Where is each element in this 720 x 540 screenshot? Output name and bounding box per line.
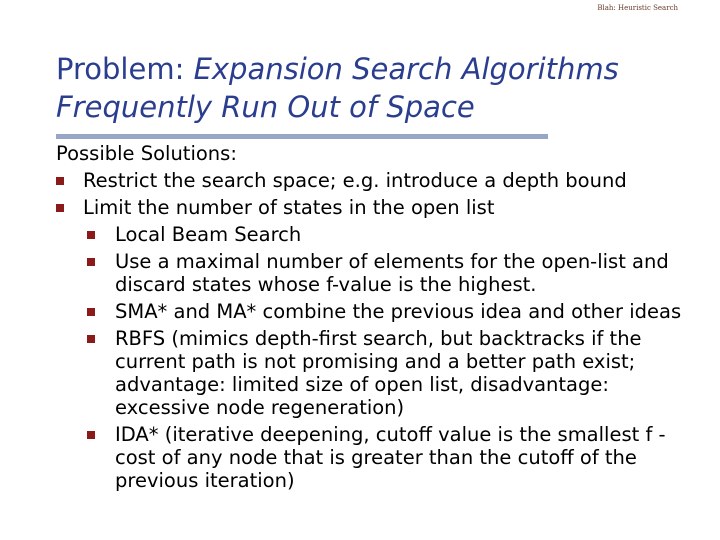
sub-list-item [83, 223, 706, 246]
square-bullet-icon [87, 431, 95, 439]
square-bullet-icon [87, 231, 95, 239]
slide-body [56, 142, 706, 492]
intro-text: Possible Solutions: [56, 142, 237, 165]
sub-list-item-text: SMA* and MA* combine the previous idea and other ideas [115, 300, 682, 323]
square-bullet-icon [87, 258, 95, 266]
title-italic-line2: Frequently Run Out of Space [56, 90, 475, 124]
list-item [56, 169, 706, 192]
sub-list-item-text: Use a maximal number of elements for the open-list and discard states whose f-value is the highest. [115, 250, 669, 296]
slide-header-tag: Blah: Heuristic Search [597, 4, 678, 12]
sub-list-item-text: Local Beam Search [115, 223, 302, 246]
sub-list-item-text: IDA* (iterative deepening, cutoff value is the smallest f -cost of any node that is greater than the cutoff of the previous iteration) [115, 423, 666, 492]
title-plain: Problem: [56, 52, 194, 86]
sub-bullet-list [83, 223, 706, 492]
sub-list-item [83, 327, 706, 419]
list-item [56, 196, 706, 492]
list-item-text: Restrict the search space; e.g. introduce a depth bound [83, 169, 627, 192]
sub-list-item-text: RBFS (mimics depth-first search, but backtracks if the current path is not promising and a better path exist; advantage: limited size of open list, disadvantage: excessive node regeneration) [115, 327, 642, 419]
square-bullet-icon [56, 177, 64, 185]
square-bullet-icon [87, 308, 95, 316]
sub-list-item [83, 423, 706, 492]
square-bullet-icon [87, 335, 95, 343]
title-divider [56, 134, 548, 139]
sub-list-item [83, 250, 706, 296]
square-bullet-icon [56, 204, 64, 212]
title-italic-line1: Expansion Search Algorithms [193, 52, 619, 86]
list-item-text: Limit the number of states in the open list [83, 196, 495, 219]
slide-title [56, 50, 619, 126]
bullet-list [56, 169, 706, 492]
sub-list-item [83, 300, 706, 323]
